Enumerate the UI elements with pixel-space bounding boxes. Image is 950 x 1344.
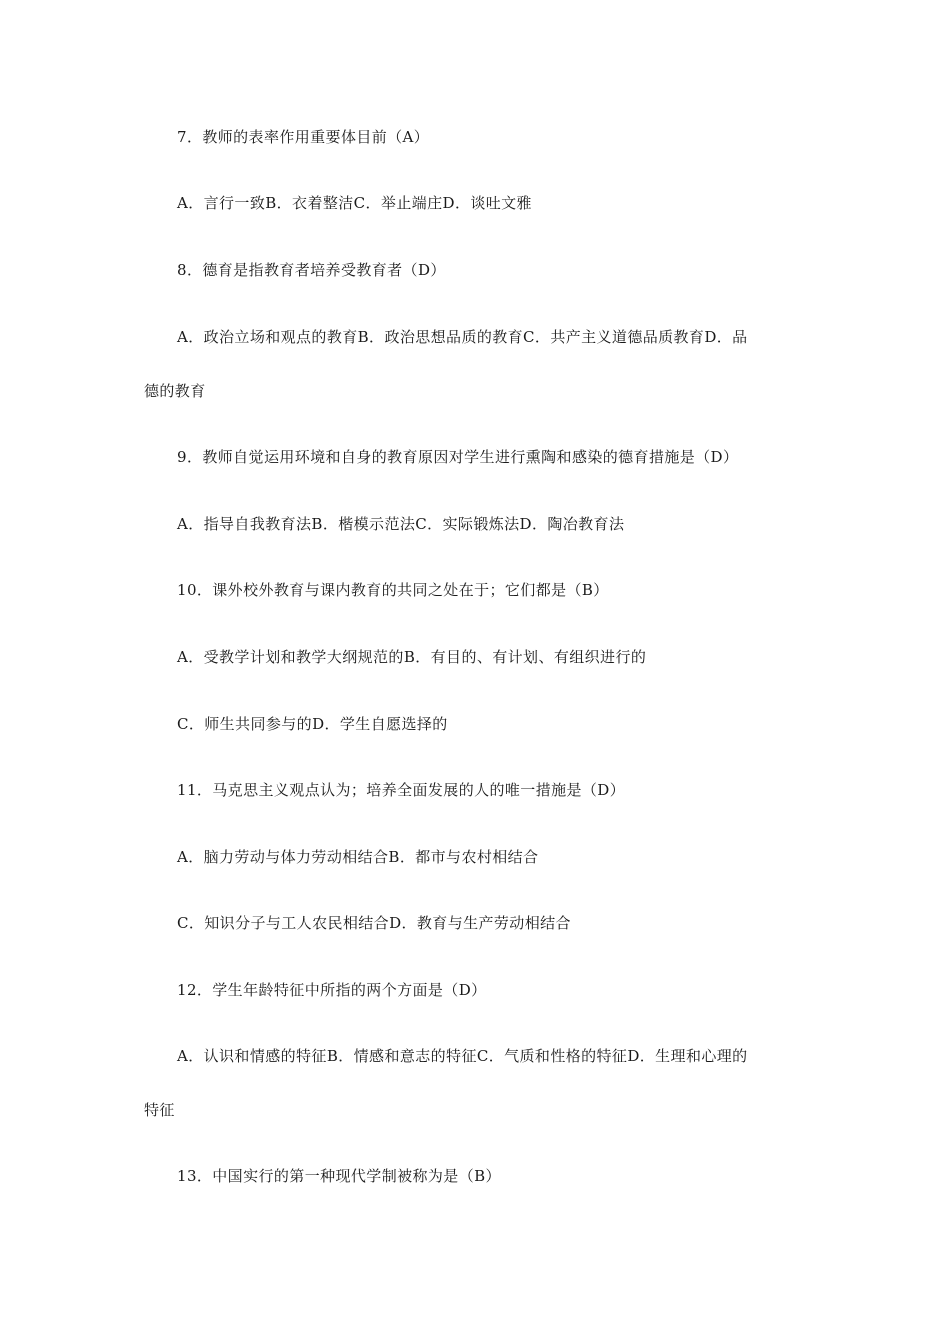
question-8-options-continued: 德的教育 — [144, 382, 206, 400]
question-10-options-ab: A．受教学计划和教学大纲规范的B．有目的、有计划、有组织进行的 — [177, 648, 647, 666]
question-12-options: A．认识和情感的特征B．情感和意志的特征C．气质和性格的特征D．生理和心理的 — [177, 1047, 748, 1065]
question-12: 12．学生年龄特征中所指的两个方面是（D） — [177, 981, 487, 999]
question-9-options: A．指导自我教育法B．楷模示范法C．实际锻炼法D．陶冶教育法 — [177, 515, 625, 533]
question-8-options: A．政治立场和观点的教育B．政治思想品质的教育C．共产主义道德品质教育D．品 — [177, 328, 748, 346]
question-10: 10．课外校外教育与课内教育的共同之处在于；它们都是（B） — [177, 581, 609, 599]
question-13: 13．中国实行的第一种现代学制被称为是（B） — [177, 1167, 501, 1185]
question-7: 7．教师的表率作用重要体目前（A） — [177, 128, 430, 146]
question-12-options-continued: 特征 — [144, 1101, 175, 1119]
question-11: 11．马克思主义观点认为；培养全面发展的人的唯一措施是（D） — [177, 781, 626, 799]
question-11-options-ab: A．脑力劳动与体力劳动相结合B．都市与农村相结合 — [177, 848, 539, 866]
question-8: 8．德育是指教育者培养受教育者（D） — [177, 261, 446, 279]
question-11-options-cd: C．知识分子与工人农民相结合D．教育与生产劳动相结合 — [177, 914, 571, 932]
question-9: 9．教师自觉运用环境和自身的教育原因对学生进行熏陶和感染的德育措施是（D） — [177, 448, 739, 466]
question-7-options: A．言行一致B．衣着整洁C．举止端庄D．谈吐文雅 — [177, 194, 532, 212]
question-10-options-cd: C．师生共同参与的D．学生自愿选择的 — [177, 715, 448, 733]
